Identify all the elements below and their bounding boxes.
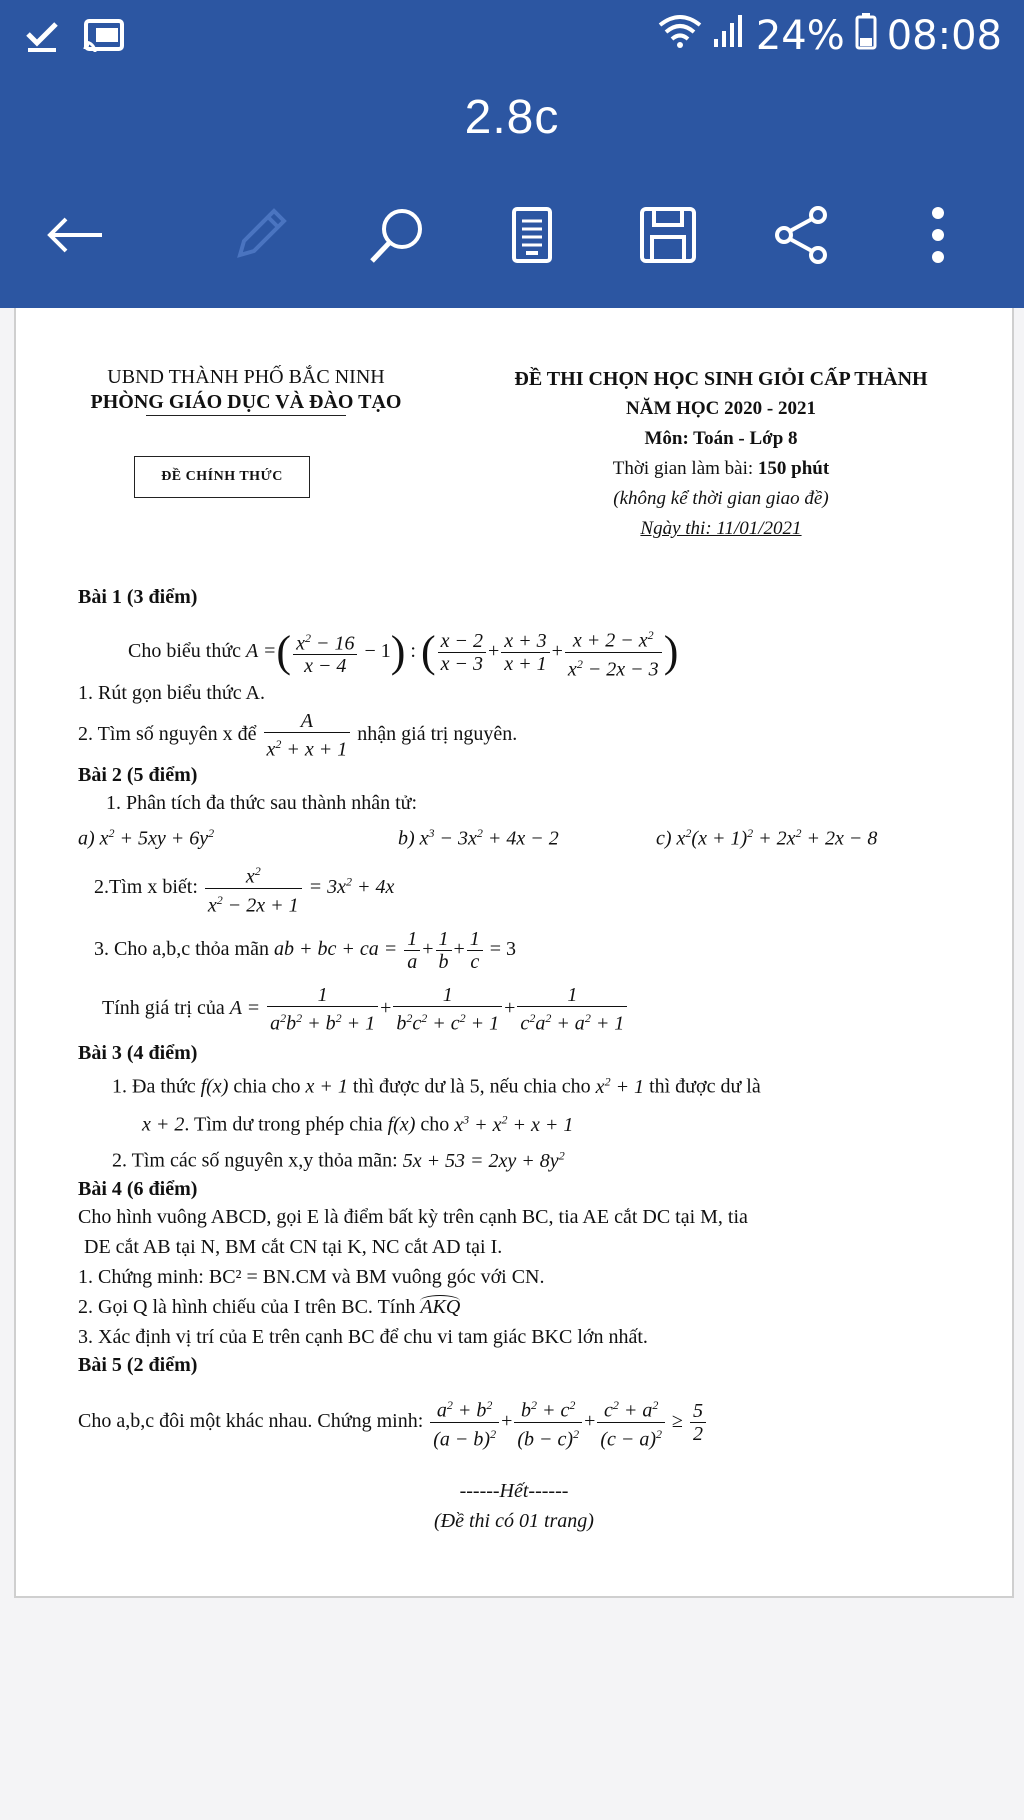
search-icon — [366, 205, 426, 265]
bai4-q2-angle: AKQ — [420, 1296, 461, 1318]
document-title: 2.8c — [464, 91, 560, 144]
share-icon — [772, 205, 832, 265]
exam-title: ĐỀ THI CHỌN HỌC SINH GIỎI CẤP THÀNH — [514, 368, 928, 390]
bai4-q1: 1. Chứng minh: BC² = BN.CM và BM vuông góc với CN. — [78, 1266, 545, 1288]
end-marker: ------Hết------ — [459, 1480, 569, 1502]
bai2-title: Bài 2 (5 điểm) — [78, 764, 198, 786]
subject: Môn: Toán - Lớp 8 — [644, 428, 798, 449]
bai3-q1-line1: 1. Đa thức f(x) chia cho x + 1 thì được dư là 5, nếu chia cho $x^2 + 1$ thì được dư là — [112, 1074, 761, 1098]
back-arrow-icon — [44, 215, 104, 255]
reading-mode-button[interactable] — [492, 195, 572, 275]
bai3-q1-b: chia cho — [233, 1075, 301, 1098]
school-year: NĂM HỌC 2020 - 2021 — [626, 398, 816, 419]
clock: 08:08 — [886, 13, 1002, 59]
cast-icon — [82, 18, 126, 58]
save-floppy-icon — [638, 205, 698, 265]
edit-button[interactable] — [220, 195, 300, 275]
bai1-q2-pre: 2. Tìm số nguyên x để — [78, 722, 257, 745]
exam-document — [16, 308, 1012, 1596]
issuer-line-1: UBND THÀNH PHỐ BẮC NINH — [107, 366, 385, 388]
issuer-line-2: PHÒNG GIÁO DỤC VÀ ĐÀO TẠO — [90, 391, 402, 413]
bai3-q1-line2: x + 2. Tìm dư trong phép chia f(x) cho $x^3 + x^2 + x + 1$ — [142, 1112, 574, 1136]
edit-pencil-icon — [230, 205, 290, 265]
wifi-icon — [658, 13, 702, 59]
bai1-q1: 1. Rút gọn biểu thức A. — [78, 682, 265, 704]
document-page[interactable] — [14, 308, 1014, 1598]
exam-date: Ngày thi: 11/01/2021 — [640, 518, 802, 539]
save-button[interactable] — [628, 195, 708, 275]
duration-note: (không kể thời gian giao đề) — [613, 488, 829, 509]
share-button[interactable] — [762, 195, 842, 275]
bai1-q2-post: nhận giá trị nguyên. — [357, 722, 518, 745]
bai3-title: Bài 3 (4 điểm) — [78, 1042, 198, 1064]
underline-rule — [146, 415, 346, 416]
bai2-q2: 2.Tìm x biết: $\frac{x^2}{x^2 - 2x + 1}$ = $3x^2 + 4x$ — [94, 860, 394, 916]
bai2-q1c: c) $x^2(x + 1)^2 + 2x^2 + 2x - 8$ — [656, 826, 878, 850]
battery-percent: 24% — [755, 13, 845, 59]
bai1-title: Bài 1 (3 điểm) — [78, 586, 198, 608]
bai3-q1-d: thì được dư là — [649, 1075, 761, 1098]
bai4-q2-text: 2. Gọi Q là hình chiếu của I trên BC. Tính — [78, 1296, 416, 1318]
toolbar — [0, 195, 1024, 275]
duration-value: 150 phút — [757, 458, 830, 479]
issuer-block — [76, 366, 416, 416]
bai3-q2-text: 2. Tìm các số nguyên x,y thỏa mãn: — [112, 1149, 398, 1172]
status-bar — [0, 0, 1024, 80]
exam-header — [486, 364, 956, 544]
bai3-q1-e: . Tìm dư trong phép chia — [184, 1113, 383, 1136]
bai2-q3-calc: Tính giá trị của A = $\frac{1}{a^2b^2 + b^2 + 1}$ + $\frac{1}{b^2c^2 + c^2 + 1}$ + $\frac{1}{c^2a^2 + a^2 + 1}$ — [102, 984, 629, 1035]
back-button[interactable] — [34, 195, 114, 275]
bai4-title: Bài 4 (6 điểm) — [78, 1178, 198, 1200]
bai1-expression: Cho biểu thức A =( $\frac{x^2 - 16}{x - 4}$ − 1) : ( $\frac{x - 2}{x - 3}$ + $\frac{x + 3}{x + 1}$ + $\frac{x + 2 - x^2}{x^2 - 2x - 3}$ ) — [128, 624, 678, 680]
bai5-q-pre: Cho a,b,c đôi một khác nhau. Chứng minh: — [78, 1409, 424, 1432]
bai3-q1-f: cho — [420, 1113, 450, 1136]
bai4-line1: Cho hình vuông ABCD, gọi E là điểm bất kỳ trên cạnh BC, tia AE cắt DC tại M, tia — [78, 1206, 748, 1228]
duration-label: Thời gian làm bài: — [612, 458, 754, 479]
app-header — [0, 0, 1024, 308]
bai2-q2-pre: 2.Tìm x biết: — [94, 875, 198, 898]
more-vert-icon — [928, 205, 948, 265]
bai2-q3-calc-label: Tính giá trị của — [102, 996, 225, 1019]
bai3-q2: 2. Tìm các số nguyên x,y thỏa mãn: $5x + 53 = 2xy + 8y^2$ — [112, 1148, 565, 1172]
duration — [486, 454, 956, 484]
bai2-q1: 1. Phân tích đa thức sau thành nhân tử: — [106, 792, 418, 814]
bai3-q1-a: 1. Đa thức — [112, 1075, 196, 1098]
bai4-q3: 3. Xác định vị trí của E trên cạnh BC để chu vi tam giác BKC lớn nhất. — [78, 1326, 648, 1348]
download-done-icon — [24, 18, 60, 58]
bai4-line2: DE cắt AB tại N, BM cắt CN tại K, NC cắt AD tại I. — [84, 1236, 503, 1258]
bai2-q3: 3. Cho a,b,c thỏa mãn ab + bc + ca = $\frac{1}{a}$ + $\frac{1}{b}$ + $\frac{1}{c}$ = 3 — [94, 928, 517, 973]
bai2-q3-pre: 3. Cho a,b,c thỏa mãn — [94, 938, 269, 961]
signal-icon — [712, 13, 746, 59]
more-options-button[interactable] — [898, 195, 978, 275]
bai5-question: Cho a,b,c đôi một khác nhau. Chứng minh: $\frac{a^2 + b^2}{(a - b)^2}$ + $\frac{b^2 + c^2}{(b - c)^2}$ + $\frac{c^2 + a^2}{(c - a)^2}$ ≥ $\frac{5}{2}$ — [78, 1394, 708, 1450]
bai1-intro: Cho biểu thức — [128, 639, 242, 662]
search-button[interactable] — [356, 195, 436, 275]
bai2-q1a: a) $x^2 + 5xy + 6y^2$ — [78, 826, 215, 850]
bai4-q2 — [78, 1296, 460, 1319]
bai1-q2: 2. Tìm số nguyên x để $\frac{A}{x^2 + x + 1}$ nhận giá trị nguyên. — [78, 710, 518, 761]
battery-icon — [855, 12, 877, 60]
reading-mode-icon — [510, 205, 554, 265]
bai5-title: Bài 5 (2 điểm) — [78, 1354, 198, 1376]
page-count-note: (Đề thi có 01 trang) — [434, 1510, 594, 1532]
official-stamp-box: ĐỀ CHÍNH THỨC — [134, 456, 310, 498]
bai2-q1b: b) $x^3 - 3x^2 + 4x - 2$ — [398, 826, 559, 850]
bai3-q1-c: thì được dư là 5, nếu chia cho — [352, 1075, 591, 1098]
